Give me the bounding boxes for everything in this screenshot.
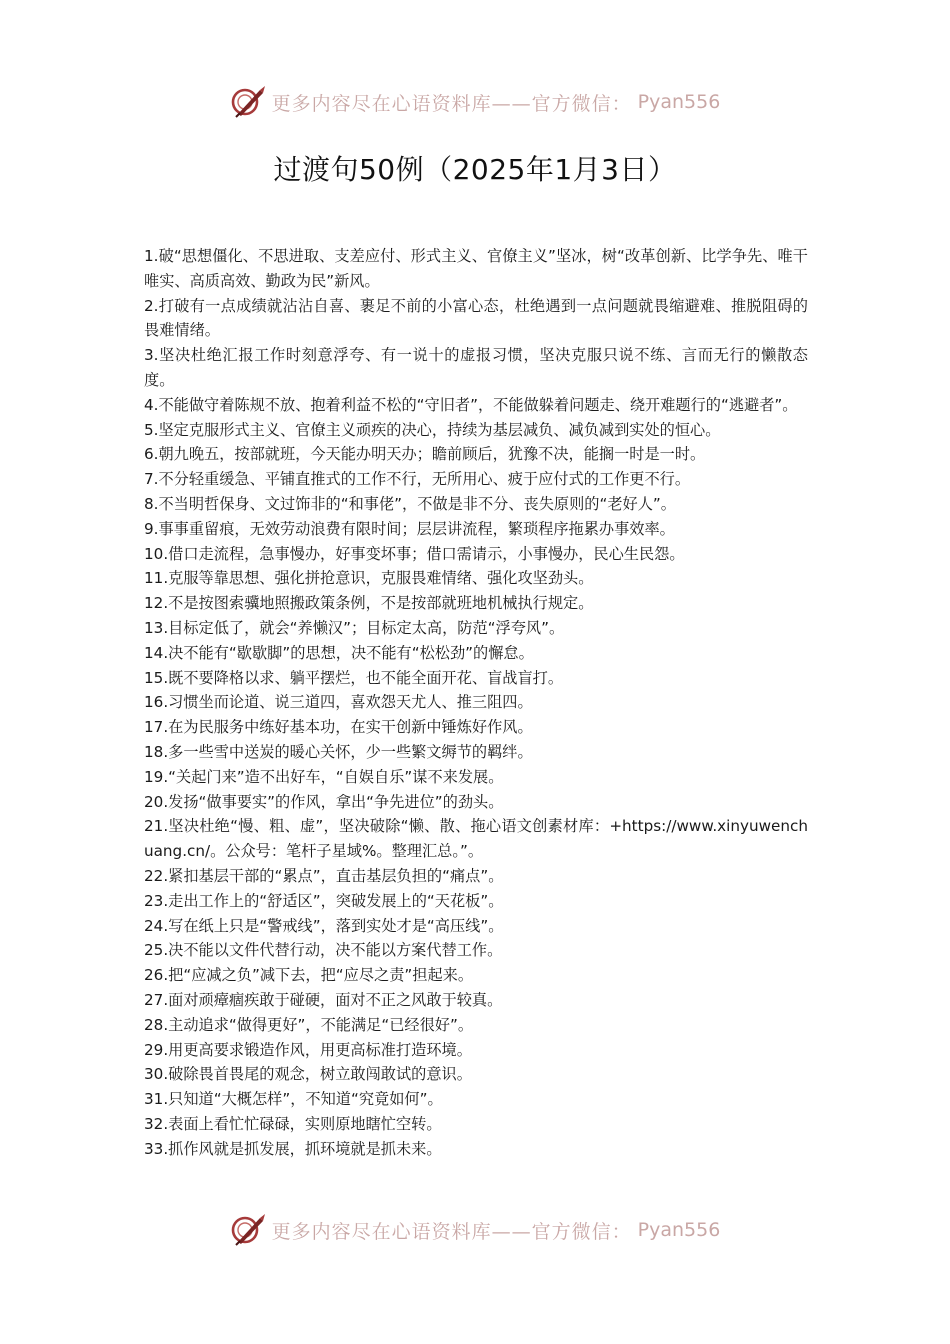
header-banner xyxy=(0,82,950,122)
list-item: 20.发扬“做事要实”的作风，拿出“争先进位”的劲头。 xyxy=(144,792,504,811)
list-item: 4.不能做守着陈规不放、抱着利益不松的“守旧者”，不能做躲着问题走、绕开难题行的“逃避者”。 xyxy=(144,395,798,414)
list-item: 6.朝九晚五，按部就班，今天能办明天办；瞻前顾后，犹豫不决，能搁一时是一时。 xyxy=(144,445,706,464)
list-item: 33.抓作风就是抓发展，抓环境就是抓未来。 xyxy=(144,1139,442,1158)
list-item: 8.不当明哲保身、文过饰非的“和事佬”，不做是非不分、丧失原则的“老好人”。 xyxy=(144,494,676,513)
list-item: 29.用更高要求锻造作风，用更高标准打造环境。 xyxy=(144,1040,472,1059)
list-item: 15.既不要降格以求、躺平摆烂，也不能全面开花、盲战盲打。 xyxy=(144,668,564,687)
list-item: 21.坚决杜绝“慢、粗、虚”，坚决破除“懒、散、拖心语文创素材库：+https://www.xinyuwenchuang.cn/。公众号：笔杆子星域%。整理汇总。”。 xyxy=(144,817,808,861)
list-item: 18.多一些雪中送炭的暖心关怀，少一些繁文缛节的羁绊。 xyxy=(144,742,533,761)
footer-banner xyxy=(0,1210,950,1250)
list-item: 17.在为民服务中练好基本功，在实干创新中锤炼好作风。 xyxy=(144,718,533,737)
list-item: 3.坚决杜绝汇报工作时刻意浮夸、有一说十的虚报习惯，坚决克服只说不练、言而无行的懒散态度。 xyxy=(144,346,808,389)
list-item: 19.“关起门来”造不出好车，“自娱自乐”谋不来发展。 xyxy=(144,767,504,786)
list-item: 1.破“思想僵化、不思进取、支差应付、形式主义、官僚主义”坚冰，树“改革创新、比学争先、唯干唯实、高质高效、勤政为民”新风。 xyxy=(144,247,808,290)
list-item: 2.打破有一点成绩就沾沾自喜、裹足不前的小富心态，杜绝遇到一点问题就畏缩避难、推脱阻碍的畏难情绪。 xyxy=(144,296,808,340)
quill-pen-logo-icon xyxy=(230,1212,266,1248)
list-item: 31.只知道“大概怎样”，不知道“究竟如何”。 xyxy=(144,1090,443,1109)
list-item: 25.决不能以文件代替行动，决不能以方案代替工作。 xyxy=(144,941,503,960)
list-item: 23.走出工作上的“舒适区”，突破发展上的“天花板”。 xyxy=(144,891,504,910)
list-item: 30.破除畏首畏尾的观念，树立敢闯敢试的意识。 xyxy=(144,1065,472,1084)
list-item: 22.紧扣基层干部的“累点”，直击基层负担的“痛点”。 xyxy=(144,866,504,885)
list-item: 10.借口走流程，急事慢办，好事变坏事；借口需请示，小事慢办，民心生民怨。 xyxy=(144,544,685,563)
list-item: 11.克服等靠思想、强化拼抢意识，克服畏难情绪、强化攻坚劲头。 xyxy=(144,569,594,588)
page-title: 过渡句50例（2025年1月3日） xyxy=(273,153,677,186)
list-item: 12.不是按图索骥地照搬政策条例，不是按部就班地机械执行规定。 xyxy=(144,594,594,613)
list-item: 28.主动追求“做得更好”，不能满足“已经很好”。 xyxy=(144,1015,474,1034)
list-item: 7.不分轻重缓急、平铺直推式的工作不行，无所用心、疲于应付式的工作更不行。 xyxy=(144,470,691,489)
item-list xyxy=(144,244,808,1161)
header-wechat-id: Pyan556 xyxy=(637,91,721,113)
header-banner-text: 更多内容尽在心语资料库——官方微信： xyxy=(271,92,632,115)
list-item: 9.事事重留痕，无效劳动浪费有限时间；层层讲流程，繁琐程序拖累办事效率。 xyxy=(144,519,675,538)
list-item: 13.目标定低了，就会“养懒汉”；目标定太高，防范“浮夸风”。 xyxy=(144,618,565,637)
quill-pen-logo-icon xyxy=(230,84,266,120)
list-item: 27.面对顽瘴痼疾敢于碰硬，面对不正之风敢于较真。 xyxy=(144,990,503,1009)
list-item: 16.习惯坐而论道、说三道四，喜欢怨天尤人、推三阻四。 xyxy=(144,693,533,712)
list-item: 5.坚定克服形式主义、官僚主义顽疾的决心，持续为基层减负、减负减到实处的恒心。 xyxy=(144,420,721,439)
list-item: 14.决不能有“歇歇脚”的思想，决不能有“松松劲”的懈怠。 xyxy=(144,643,534,662)
list-item: 32.表面上看忙忙碌碌，实则原地瞎忙空转。 xyxy=(144,1114,442,1133)
footer-wechat-id: Pyan556 xyxy=(637,1219,721,1241)
list-item: 24.写在纸上只是“警戒线”，落到实处才是“高压线”。 xyxy=(144,916,504,935)
footer-banner-text: 更多内容尽在心语资料库——官方微信： xyxy=(271,1220,632,1243)
list-item: 26.把“应减之负”减下去，把“应尽之责”担起来。 xyxy=(144,966,474,985)
